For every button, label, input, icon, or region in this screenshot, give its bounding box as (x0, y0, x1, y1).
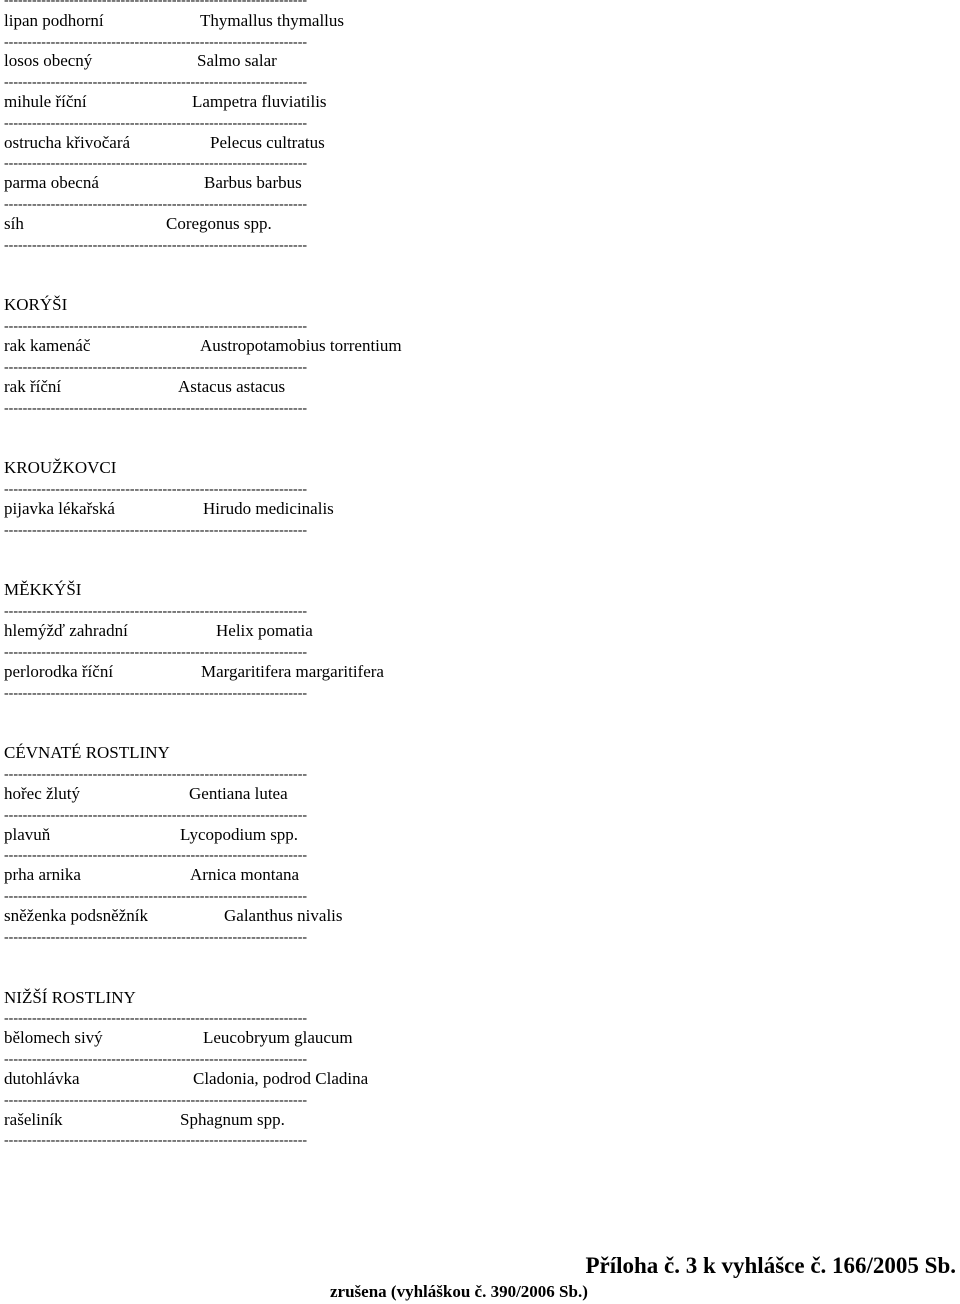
separator: ----------------------------------------------------------------- (4, 931, 308, 945)
separator: ----------------------------------------------------------------- (4, 1053, 308, 1067)
latin-name: Lampetra fluviatilis (192, 92, 327, 111)
common-name: losos obecný (4, 51, 93, 70)
latin-name: Gentiana lutea (189, 784, 288, 803)
separator: ----------------------------------------------------------------- (4, 198, 308, 212)
latin-name: Helix pomatia (216, 621, 313, 640)
latin-name: Pelecus cultratus (210, 133, 325, 152)
section-heading: MĚKKÝŠI (4, 580, 82, 599)
separator: ----------------------------------------------------------------- (4, 36, 308, 50)
separator: ----------------------------------------------------------------- (4, 809, 308, 823)
latin-name: Astacus astacus (178, 377, 286, 396)
separator: ----------------------------------------------------------------- (4, 1012, 308, 1026)
annex-repeal-note: zrušena (vyhláškou č. 390/2006 Sb.) (330, 1282, 588, 1301)
common-name: plavuň (4, 825, 51, 844)
separator: ----------------------------------------------------------------- (4, 157, 308, 171)
latin-name: Thymallus thymallus (200, 11, 345, 30)
separator: ----------------------------------------------------------------- (4, 890, 308, 904)
common-name: pijavka lékařská (4, 499, 115, 518)
separator: ----------------------------------------------------------------- (4, 117, 308, 131)
section-heading: NIŽŠÍ ROSTLINY (4, 988, 136, 1007)
section-heading: CÉVNATÉ ROSTLINY (4, 743, 170, 762)
separator: ----------------------------------------------------------------- (4, 1134, 308, 1148)
common-name: mihule říční (4, 92, 87, 111)
common-name: lipan podhorní (4, 11, 104, 30)
latin-name: Barbus barbus (204, 173, 302, 192)
latin-name: Austropotamobius torrentium (200, 336, 402, 355)
latin-name: Margaritifera margaritifera (201, 662, 384, 681)
separator: ----------------------------------------------------------------- (4, 320, 308, 334)
common-name: ostrucha křivočará (4, 133, 131, 152)
separator: ----------------------------------------------------------------- (4, 687, 308, 701)
common-name: prha arnika (4, 865, 81, 884)
latin-name: Galanthus nivalis (224, 906, 343, 925)
latin-name: Leucobryum glaucum (203, 1028, 353, 1047)
common-name: síh (4, 214, 24, 233)
common-name: dutohlávka (4, 1069, 80, 1088)
separator: ----------------------------------------------------------------- (4, 239, 308, 253)
latin-name: Cladonia, podrod Cladina (193, 1069, 369, 1088)
separator: ----------------------------------------------------------------- (4, 646, 308, 660)
separator: ----------------------------------------------------------------- (4, 524, 308, 538)
separator: ----------------------------------------------------------------- (4, 605, 308, 619)
latin-name: Arnica montana (190, 865, 300, 884)
latin-name: Coregonus spp. (166, 214, 272, 233)
separator: ----------------------------------------------------------------- (4, 402, 308, 416)
separator: ----------------------------------------------------------------- (4, 483, 308, 497)
separator: ----------------------------------------------------------------- (4, 0, 308, 8)
separator: ----------------------------------------------------------------- (4, 768, 308, 782)
latin-name: Lycopodium spp. (180, 825, 299, 844)
separator: ----------------------------------------------------------------- (4, 1094, 308, 1108)
separator: ----------------------------------------------------------------- (4, 76, 308, 90)
common-name: parma obecná (4, 173, 99, 192)
common-name: hlemýžď zahradní (4, 621, 128, 640)
latin-name: Sphagnum spp. (180, 1110, 285, 1129)
latin-name: Hirudo medicinalis (203, 499, 334, 518)
common-name: rak říční (4, 377, 62, 396)
common-name: hořec žlutý (4, 784, 80, 803)
separator: ----------------------------------------------------------------- (4, 849, 308, 863)
common-name: sněženka podsněžník (4, 906, 148, 925)
latin-name: Salmo salar (197, 51, 277, 70)
section-heading: KROUŽKOVCI (4, 458, 117, 477)
common-name: rak kamenáč (4, 336, 91, 355)
annex-title: Příloha č. 3 k vyhlášce č. 166/2005 Sb. (585, 1253, 956, 1278)
section-heading: KORÝŠI (4, 295, 68, 314)
common-name: bělomech sivý (4, 1028, 103, 1047)
common-name: rašeliník (4, 1110, 63, 1129)
common-name: perlorodka říční (4, 662, 114, 681)
separator: ----------------------------------------------------------------- (4, 361, 308, 375)
